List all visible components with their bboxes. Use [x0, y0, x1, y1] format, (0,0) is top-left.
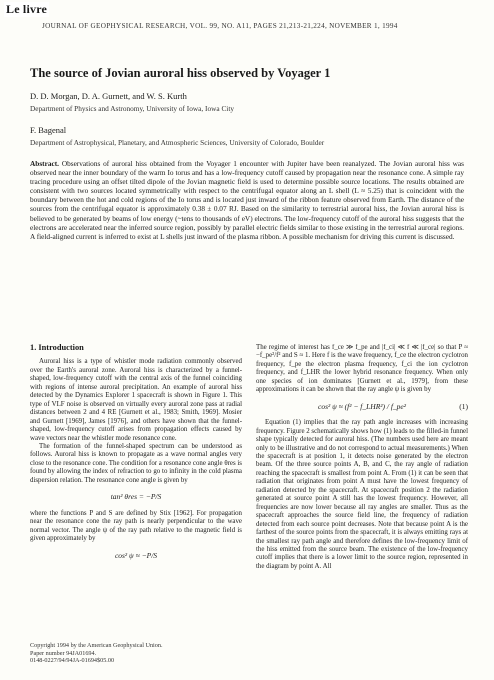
section-heading-introduction: 1. Introduction — [30, 344, 84, 352]
column-left — [30, 344, 242, 678]
affiliation-primary: Department of Physics and Astronomy, University of Iowa, Iowa City — [30, 104, 235, 113]
journal-header: JOURNAL OF GEOPHYSICAL RESEARCH, VOL. 99, NO. A11, PAGES 21,213-21,224, NOVEMBER 1, 1994 — [42, 22, 398, 30]
paper-number: Paper number 94JA01694. — [30, 649, 97, 657]
equation-ray-angle: cos² ψ ≈ −P/S — [114, 550, 158, 560]
right-paragraph-2: Equation (1) implies that the ray path angle increases with increasing frequency. Figure 2 schematically shows how (1) leads to the filled-in funnel shape typically detected for auroral hiss. (The numbers used here are meant only to be illustrative and do not correspond to actual measurements.) When the spacecraft is at position 1, it detects noise generated by the electron beam. Of the three source points A, B, and C, the ray angle of radiation reaching the spacecraft is smallest from point A. From (1) it can be seen that radiation that originates from point A must have the lowest frequency of radiation detected by the spacecraft. At spacecraft position 2 the radiation generated at source point A still has the lowest frequency. However, all frequencies are now lower because all ray angles are smaller. Thus as the spacecraft approaches the source field line, the frequency of radiation detected from each source point decreases. Note that because point A is the farthest of the source points from the spacecraft, it is always emitting rays at the smallest ray path angle and therefore defines the low-frequency limit of the hiss emitted from the source beam. The existence of the low-frequency cutoff implies that there is a lower limit to the source region, represented in the diagram by point A. All — [256, 419, 468, 570]
intro-paragraph-2: The formation of the funnel-shaped spectrum can be understood as follows. Auroral hiss is known to propagate as a wave normal angles very close to the resonance cone. The condition for a resonance cone angle θres is found by allowing the index of refraction to go to infinity in the cold plasma dispersion relation. The resonance cone angle is given by — [30, 442, 242, 484]
column-right — [256, 344, 468, 678]
abstract-heading: Abstract. — [30, 159, 59, 168]
intro-paragraph-3: where the functions P and S are defined by Stix [1962]. For propagation near the resonance cone the ray path is nearly perpendicular to the wave normal vector. The angle ψ of the ray path relative to the magnetic field is given approximately by — [30, 509, 242, 543]
affiliation-secondary: Department of Astrophysical, Planetary, and Atmospheric Sciences, University of Colorado, Boulder — [30, 138, 325, 147]
paper-code: 0148-0227/94/94JA-01694$05.00 — [30, 657, 115, 665]
copyright-line: Copyright 1994 by the American Geophysical Union. — [30, 642, 163, 649]
abstract — [30, 159, 464, 241]
copyright-footer — [30, 642, 242, 665]
equation-1 — [256, 403, 468, 411]
paper-title: The source of Jovian auroral hiss observed by Voyager 1 — [30, 66, 331, 80]
intro-paragraph-1: Auroral hiss is a type of whistler mode radiation commonly observed over the Earth's auroral zone. Auroral hiss is characterized by a funnel-shaped, low-frequency cutoff with the central axis of the funnel coinciding with regions of intense auroral precipitation. An example of auroral hiss detected by the Dynamics Explorer 1 spacecraft is shown in Figure 1. This type of VLF noise is observed on virtually every auroral zone pass at radial distances between 2 and 4 RE [Gurnett et al., 1983; Smith, 1969]. Mosier and Gurnett [1969], James [1976], and others have shown that the funnel-shaped, low-frequency cutoff arises from propagation effects caused by wave vectors near the whistler mode resonance cone. — [30, 358, 242, 442]
equation-resonance-cone: tan² θres = −P/S — [110, 492, 162, 502]
equation-1-body: cos² ψ ≈ (f² − f_LHR²) / f_pe² — [317, 401, 407, 411]
authors-secondary: F. Bagenal — [30, 125, 67, 135]
authors-primary: D. D. Morgan, D. A. Gurnett, and W. S. Kurth — [30, 91, 187, 101]
right-paragraph-1: The regime of interest has f_ce ≫ f_pe and |f_ci| ≪ f ≪ |f_ce| so that P ≈ −f_pe²/f² and S ≈ 1. Here f is the wave frequency, f_ce the electron cyclotron frequency, f_pe the electron plasma frequency, f_ci the ion cyclotron frequency, and f_LHR the lower hybrid resonance frequency. When only one species of ion dominates [Gurnett et al., 1979], from these approximations it can be shown that the ray angle ψ is given by — [256, 344, 468, 394]
publisher-logo: Le livre — [6, 2, 48, 16]
abstract-text: Observations of auroral hiss obtained from the Voyager 1 encounter with Jupiter have been reanalyzed. The Jovian auroral hiss was observed near the inner boundary of the warm Io torus and has a low-frequency cutoff caused by propagation near the resonance cone. A simple ray tracing procedure using an offset tilted dipole of the Jovian magnetic field is used to determine possible source locations. The results obtained are consistent with two sources located symmetrically with respect to the centrifugal equator along an L shell (L ≈ 5.25) that is coincident with the boundary between the hot and cold regions of the Io torus and is located just inward of the ribbon feature observed from Earth. The distance of the sources from the centrifugal equator is approximately 0.38 ± 0.07 RJ. Based on the similarity to terrestrial auroral hiss, the Jovian auroral hiss is believed to be generated by beams of low energy (~tens to thousands of eV) electrons. The low-frequency cutoff of the auroral hiss suggests that the electrons are accelerated near the inferred source region, possibly by parallel electric fields similar to those existing in the terrestrial auroral regions. A field-aligned current is inferred to exist at L shells just inward of the plasma ribbon. A possible mechanism for driving this current is discussed. — [30, 159, 464, 241]
equation-1-number: (1) — [459, 401, 468, 411]
